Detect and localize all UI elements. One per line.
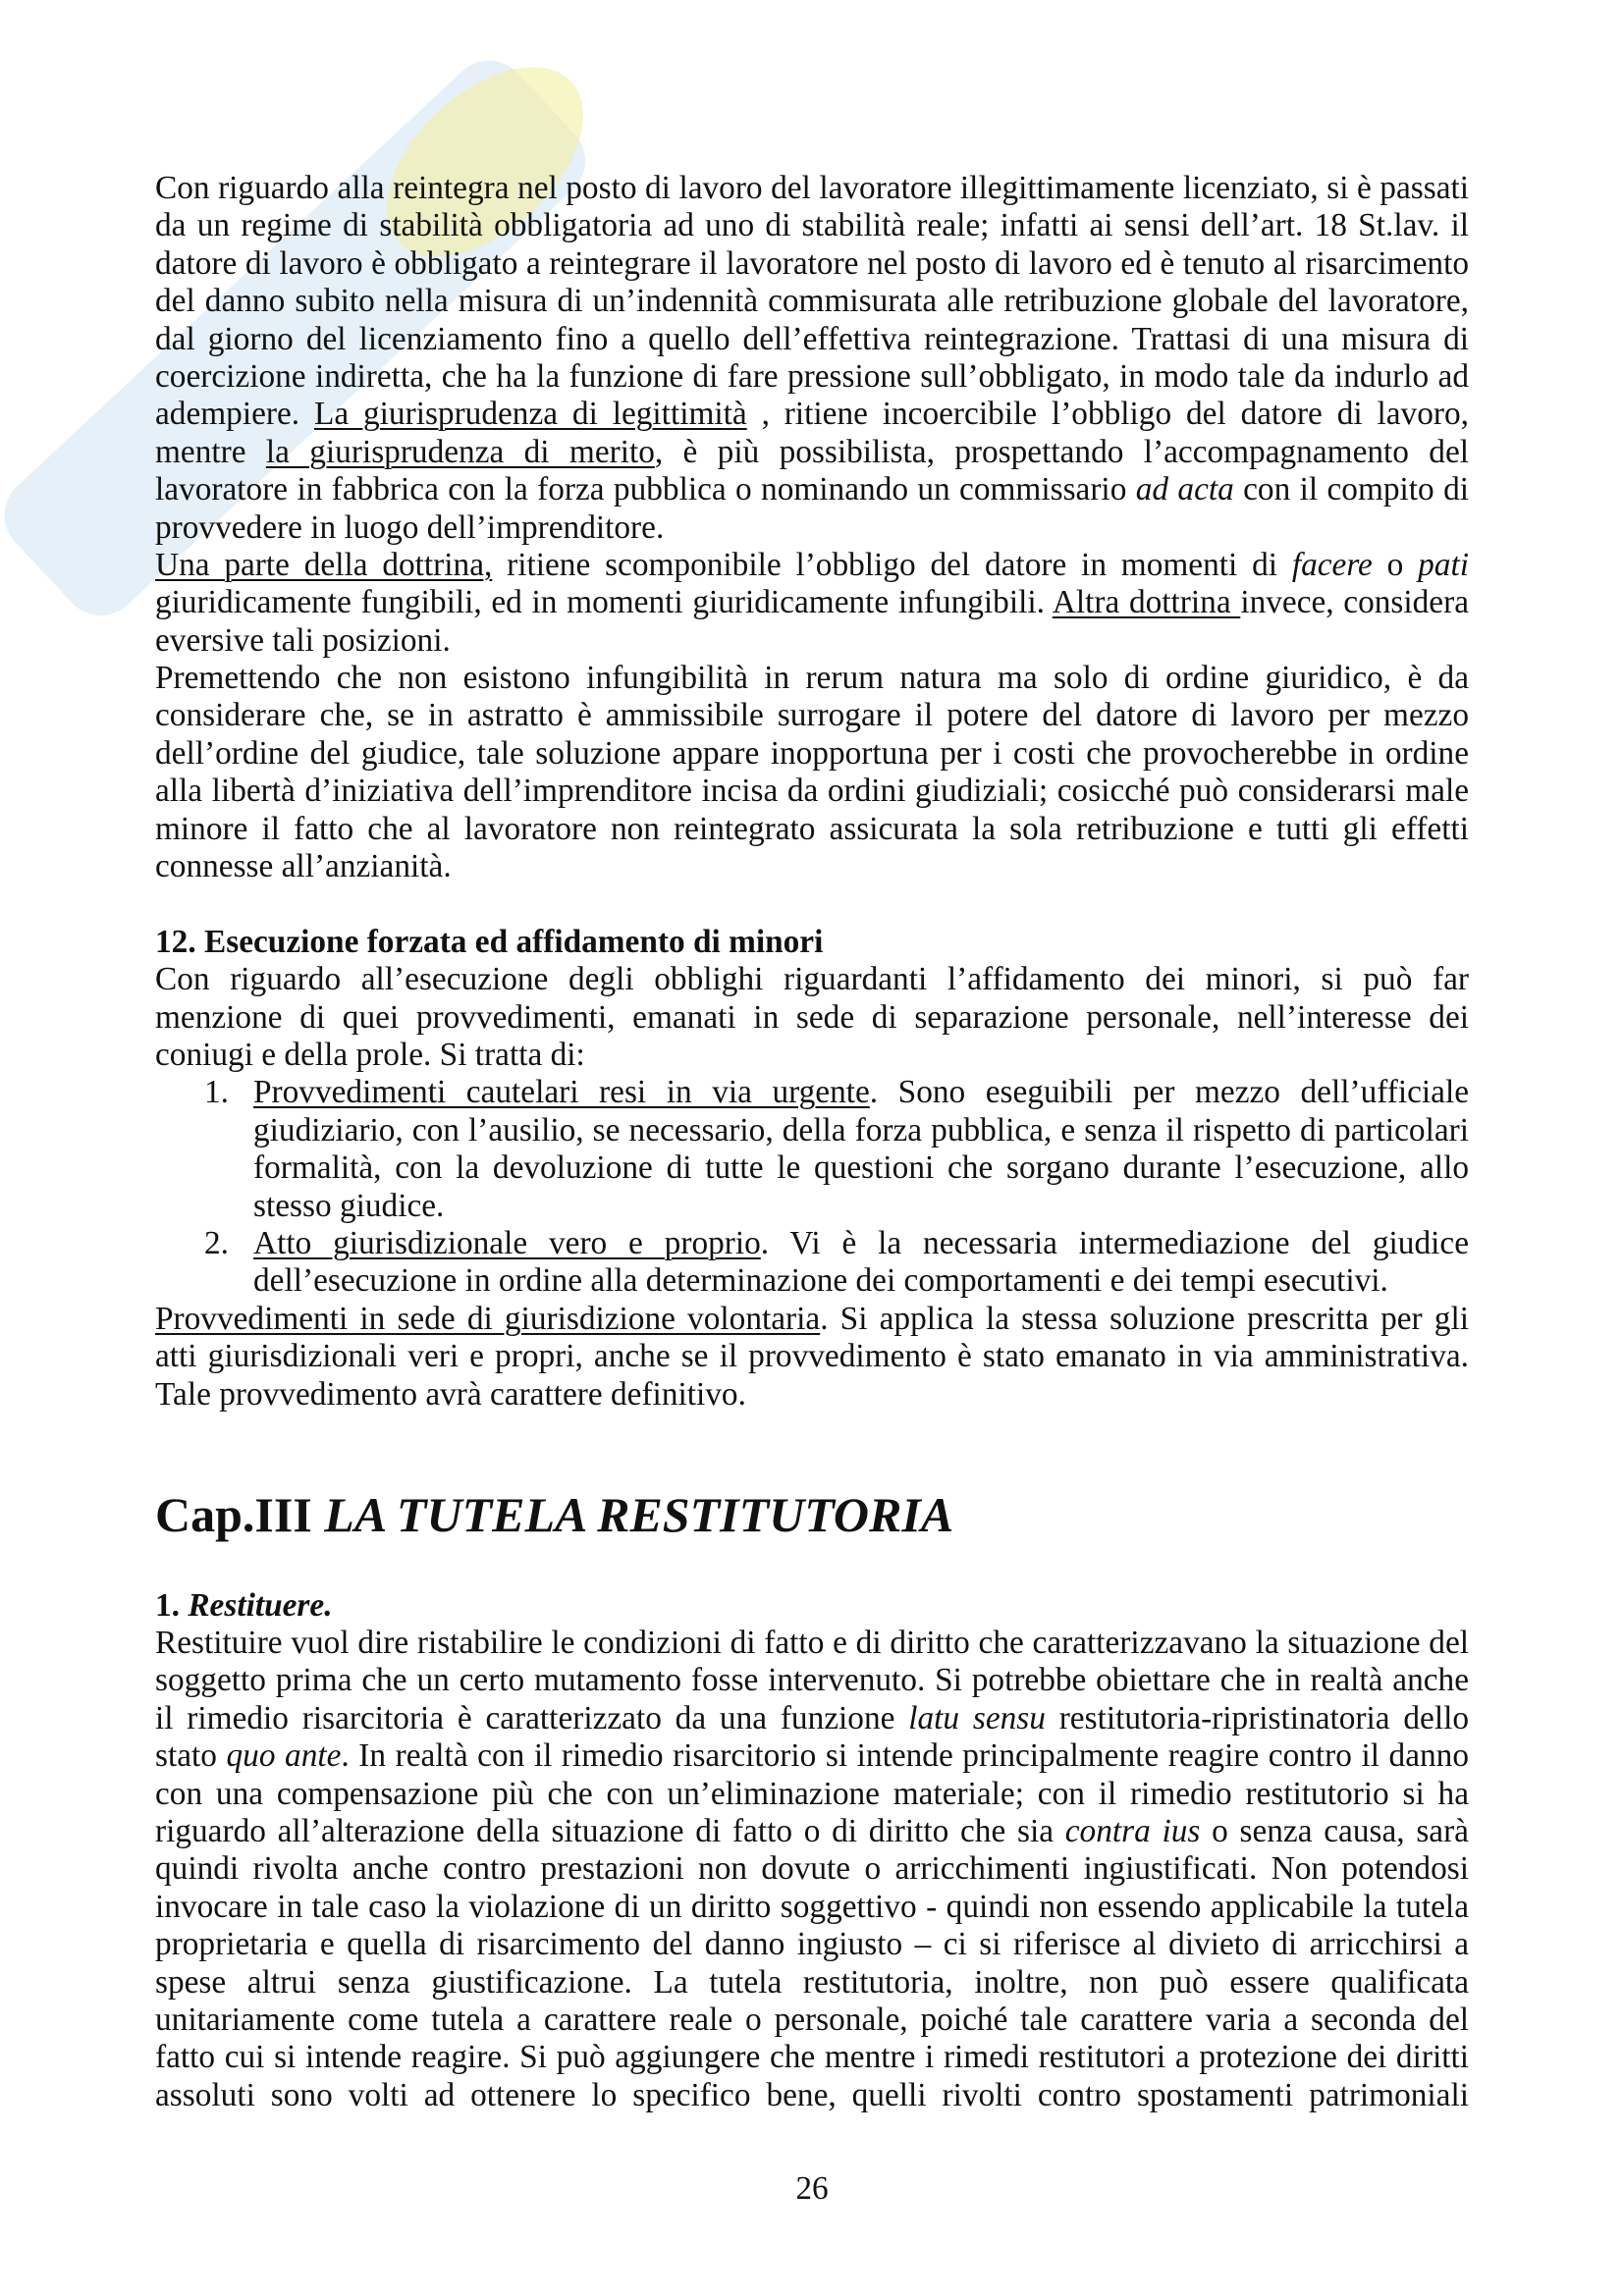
section-title: Restituere. <box>188 1586 333 1624</box>
text-run: ritiene scomponibile l’obbligo del datore in momenti di <box>492 546 1292 583</box>
paragraph-1 <box>155 170 1469 547</box>
text-run: datore di lavoro è obbligato a reintegrare il lavoratore nel posto di lavoro ed è tenuto al risarcimento <box>155 244 1469 282</box>
blank-line <box>155 885 1469 923</box>
underlined-text: Atto giurisdizionale vero e proprio <box>253 1224 761 1261</box>
text-line <box>155 1662 1469 1699</box>
text-run: . Vi è la necessaria intermediazione del giudice <box>760 1224 1469 1261</box>
text-run: eversive tali posizioni. <box>155 621 451 659</box>
text-line <box>155 509 1469 547</box>
text-line <box>155 2077 1469 2114</box>
document-body <box>155 170 1469 2114</box>
text-line <box>155 1889 1469 1926</box>
text-run: , è più possibilista, prospettando l’accompagnamento del <box>654 433 1469 470</box>
paragraph-3 <box>155 660 1469 885</box>
text-line <box>155 1926 1469 1963</box>
text-line <box>155 1850 1469 1888</box>
italic-text: pati <box>1418 546 1469 583</box>
underlined-text: Altra dottrina <box>1052 584 1241 621</box>
text-line <box>155 358 1469 396</box>
list-number: 2. <box>204 1224 229 1261</box>
text-line <box>155 1338 1469 1375</box>
text-line <box>155 584 1469 621</box>
text-line <box>155 1813 1469 1850</box>
underlined-text: la giurisprudenza di merito <box>265 433 655 470</box>
text-line <box>155 622 1469 660</box>
text-line <box>155 1964 1469 2002</box>
text-line <box>155 1737 1469 1775</box>
section-heading-1 <box>155 1587 1469 1625</box>
text-run: invocare in tale caso la violazione di un diritto soggettivo - quindi non essendo applicabile la tutela <box>155 1888 1469 1925</box>
text-run: dal giorno del licenziamento fino a quello dell’effettiva reintegrazione. Trattasi di una misura di <box>155 320 1469 357</box>
text-line <box>155 999 1469 1037</box>
text-line <box>155 1037 1469 1074</box>
text-run: . Sono eseguibili per mezzo dell’ufficiale <box>869 1074 1469 1111</box>
text-run: lavoratore in fabbrica con la forza pubblica o nominando un commissario <box>155 471 1136 508</box>
text-run: stesso giudice. <box>253 1187 445 1224</box>
underlined-text: Provvedimenti cautelari resi in via urgente <box>253 1074 870 1111</box>
text-line <box>155 773 1469 810</box>
text-line <box>155 321 1469 358</box>
text-run: del danno subito nella misura di un’indennità commisurata alle retribuzione globale del lavoratore, <box>155 283 1469 320</box>
text-line <box>155 1625 1469 1662</box>
underlined-text: La giurisprudenza di legittimità <box>313 396 747 433</box>
text-run: menzione di quei provvedimenti, emanati in sede di separazione personale, nell’interesse dei <box>155 998 1469 1036</box>
text-run: . In realtà con il rimedio risarcitorio si intende principalmente reagire contro il danno <box>341 1737 1469 1775</box>
text-run: formalità, con la devoluzione di tutte le questioni che sorgano durante l’esecuzione, allo <box>253 1149 1469 1187</box>
text-run: provvedere in luogo dell’imprenditore. <box>155 508 665 546</box>
text-line <box>155 961 1469 998</box>
text-run: o <box>1372 546 1419 583</box>
text-line <box>253 1188 1469 1225</box>
text-run: atti giurisdizionali veri e propri, anche se il provvedimento è stato emanato in via amministrativa. <box>155 1338 1469 1375</box>
text-run: Con riguardo all’esecuzione degli obblighi riguardanti l’affidamento dei minori, si può far <box>155 961 1469 998</box>
paragraph-2 <box>155 547 1469 660</box>
italic-text: latu sensu <box>908 1699 1046 1736</box>
text-line <box>155 2002 1469 2039</box>
text-run: da un regime di stabilità obbligatoria ad uno di stabilità reale; infatti ai sensi dell’art. 18 St.lav. il <box>155 207 1469 244</box>
text-line <box>155 1700 1469 1737</box>
underlined-text: Provvedimenti in sede di giurisdizione volontaria <box>155 1300 821 1337</box>
text-line <box>155 471 1469 508</box>
text-line <box>253 1112 1469 1149</box>
text-run: connesse all’anzianità. <box>155 848 452 885</box>
italic-text: quo ante <box>226 1737 342 1775</box>
list-item <box>155 1074 1469 1225</box>
text-line <box>155 245 1469 283</box>
text-run: invece, considera <box>1240 584 1469 621</box>
text-run: quindi rivolta anche contro prestazioni non dovute o arricchimenti ingiustificati. Non potendosi <box>155 1850 1469 1888</box>
text-line <box>155 283 1469 320</box>
text-run: riguardo all’alterazione della situazione di fatto o di diritto che sia <box>155 1813 1065 1850</box>
text-line <box>155 396 1469 433</box>
text-run: alla libertà d’iniziativa dell’imprenditore incisa da ordini giudiziali; cosicché può considerarsi male <box>155 773 1469 810</box>
text-line <box>253 1149 1469 1187</box>
text-run: fatto cui si intende reagire. Si può aggiungere che mentre i rimedi restitutori a protezione dei diritti <box>155 2039 1469 2076</box>
text-line <box>155 434 1469 471</box>
text-line <box>155 207 1469 244</box>
paragraph-5 <box>155 1301 1469 1414</box>
section-number: 1. <box>155 1586 189 1624</box>
text-run: Tale provvedimento avrà carattere definitivo. <box>155 1375 746 1413</box>
text-run: con il compito di <box>1233 471 1469 508</box>
text-run: mentre <box>155 433 266 470</box>
paragraph-6 <box>155 1625 1469 2114</box>
text-line <box>155 848 1469 885</box>
text-run: coercizione indiretta, che ha la funzione di fare pressione sull’obbligato, in modo tale da indurlo ad <box>155 357 1469 395</box>
page-number: 26 <box>795 2170 829 2207</box>
text-run: Restituire vuol dire ristabilire le condizioni di fatto e di diritto che caratterizzavano la situazione del <box>155 1625 1469 1662</box>
chapter-heading <box>155 1487 1469 1544</box>
text-run: giuridicamente fungibili, ed in momenti giuridicamente infungibili. <box>155 584 1053 621</box>
italic-text: contra ius <box>1064 1813 1201 1850</box>
text-line <box>155 2039 1469 2076</box>
text-line <box>253 1074 1469 1111</box>
text-run: considerare che, se in astratto è ammissibile surrogare il potere del datore di lavoro per mezzo <box>155 697 1469 734</box>
text-line <box>155 660 1469 697</box>
text-run: soggetto prima che un certo mutamento fosse intervenuto. Si potrebbe obiettare che in realtà anche <box>155 1662 1469 1699</box>
list-item <box>155 1225 1469 1301</box>
text-line <box>155 547 1469 584</box>
text-run: minore il fatto che al lavoratore non reintegrato assicurata la sola retribuzione e tutti gli effetti <box>155 810 1469 847</box>
text-line <box>253 1225 1469 1262</box>
text-run: . Si applica la stessa soluzione prescritta per gli <box>820 1300 1469 1337</box>
numbered-list <box>155 1074 1469 1300</box>
text-run: restitutoria-ripristinatoria dello <box>1045 1699 1470 1736</box>
text-line <box>155 1301 1469 1338</box>
text-run: unitariamente come tutela a carattere reale o personale, poiché tale carattere varia a seconda del <box>155 2001 1469 2038</box>
text-run: il rimedio risarcitoria è caratterizzato da una funzione <box>155 1699 909 1736</box>
text-line <box>253 1262 1469 1300</box>
text-line <box>155 1376 1469 1414</box>
text-run: stato <box>155 1737 227 1775</box>
text-run: coniugi e della prole. Si tratta di: <box>155 1036 585 1073</box>
text-run: spese altrui senza giustificazione. La tutela restitutoria, inoltre, non può essere qualificata <box>155 1963 1469 2001</box>
text-run: dell’ordine del giudice, tale soluzione appare inopportuna per i costi che provocherebbe in ordine <box>155 734 1469 772</box>
text-run: Premettendo che non esistono infungibilità in rerum natura ma solo di ordine giuridico, è da <box>155 660 1469 697</box>
text-run: , ritiene incoercibile l’obbligo del datore di lavoro, <box>746 396 1469 433</box>
section-heading-12: 12. Esecuzione forzata ed affidamento di minori <box>155 923 824 960</box>
text-line <box>155 811 1469 848</box>
text-run: con una compensazione più che con un’eliminazione materiale; con il rimedio restitutorio si ha <box>155 1775 1469 1812</box>
text-line <box>155 735 1469 773</box>
text-run: giudiziario, con l’ausilio, se necessario, della forza pubblica, e senza il rispetto di particolari <box>253 1111 1469 1148</box>
text-run: Con riguardo alla reintegra nel posto di lavoro del lavoratore illegittimamente licenziato, si è passati <box>155 170 1469 206</box>
text-line <box>155 697 1469 734</box>
text-run: proprietaria e quella di risarcimento del danno ingiusto – ci si riferisce al divieto di arricchirsi a <box>155 1926 1469 1963</box>
text-run: dell’esecuzione in ordine alla determinazione dei comportamenti e dei tempi esecutivi. <box>253 1262 1388 1300</box>
text-run: adempiere. <box>155 396 314 433</box>
text-run: assoluti sono volti ad ottenere lo specifico bene, quelli rivolti contro spostamenti patrimoniali <box>155 2076 1469 2113</box>
paragraph-4 <box>155 961 1469 1074</box>
text-run: o senza causa, sarà <box>1200 1813 1469 1850</box>
underlined-text: Una parte della dottrina, <box>155 546 493 583</box>
text-line <box>155 170 1469 207</box>
chapter-title: LA TUTELA RESTITUTORIA <box>324 1486 954 1542</box>
italic-text: facere <box>1291 546 1373 583</box>
list-number: 1. <box>204 1074 229 1111</box>
text-line <box>155 1776 1469 1813</box>
italic-text: ad acta <box>1135 471 1234 508</box>
chapter-label: Cap.III <box>155 1486 325 1542</box>
